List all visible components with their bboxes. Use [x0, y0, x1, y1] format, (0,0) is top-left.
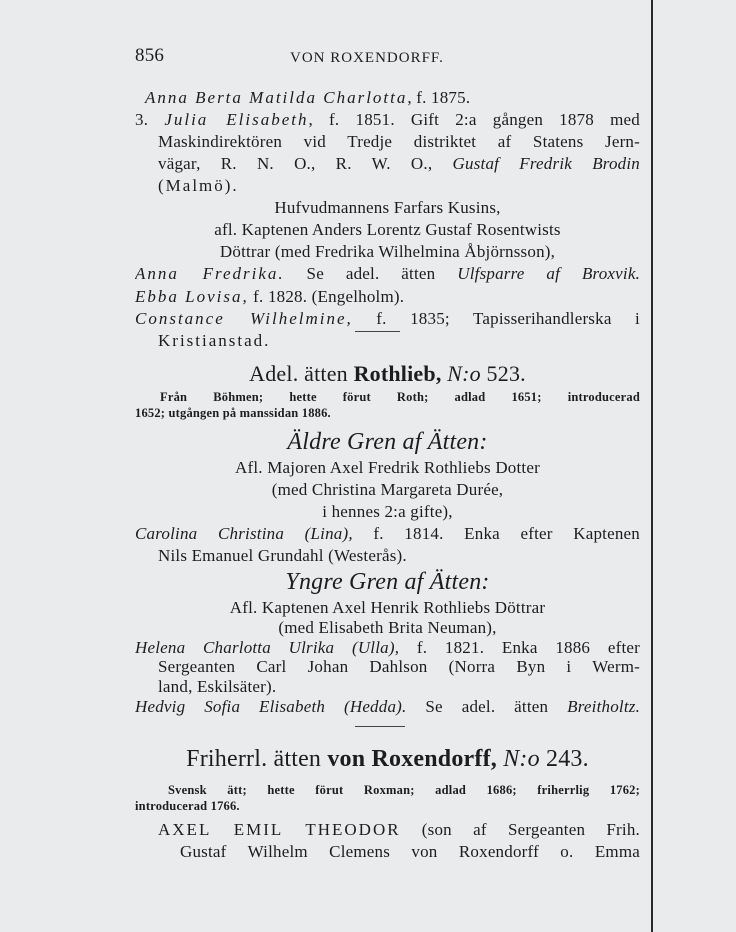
entry-line: (Malmö). — [158, 176, 239, 195]
entry-ebba — [135, 287, 404, 307]
family-heading-roxendorff — [135, 746, 640, 772]
entry-anna-fredrika — [135, 264, 640, 284]
person-name: Anna Berta Matilda Charlotta — [145, 88, 408, 107]
family-note: Från Böhmen; hette förut Roth; adlad 1651; introducerad — [160, 390, 640, 404]
entry-line: Kristianstad. — [158, 331, 271, 350]
entry-text: f. 1814. Enka efter Kaptenen — [352, 524, 640, 543]
entry-text: (son af Sergeanten Frih. — [400, 820, 640, 839]
person-name: Ebba Lovisa, — [135, 287, 249, 306]
entry-text: Se adel. ätten — [425, 697, 549, 716]
person-name: AXEL EMIL THEODOR — [158, 820, 401, 839]
entry-number: 3. — [135, 110, 149, 129]
entry-hedvig — [135, 697, 640, 717]
family-note: 1652; utgången på manssidan 1886. — [135, 406, 331, 420]
person-name: Gustaf Fredrik Brodin — [452, 154, 640, 173]
person-name: Carolina Christina (Lina), — [135, 524, 353, 543]
entry-axel — [158, 820, 640, 840]
entry-line: Nils Emanuel Grundahl (Westerås). — [158, 546, 407, 565]
person-name: Helena Charlotta Ulrika (Ulla), — [135, 638, 400, 657]
person-name: Julia Elisabeth — [164, 110, 309, 129]
number-label: N:o — [441, 361, 481, 386]
entry-carolina — [135, 524, 640, 544]
section-divider — [355, 331, 400, 332]
branch-subheading: i hennes 2:a gifte), — [322, 502, 453, 521]
running-title: VON ROXENDORFF. — [290, 50, 444, 66]
entry-text: Se adel. ätten — [306, 264, 436, 283]
heading-text: Adel. ätten — [249, 361, 354, 386]
branch-subheading: Afl. Majoren Axel Fredrik Rothliebs Dotter — [235, 458, 540, 477]
branch-subheading: (med Elisabeth Brita Neuman), — [278, 618, 497, 637]
person-name: Hedvig Sofia Elisabeth (Hedda). — [135, 697, 407, 716]
entry-line: land, Eskilsäter). — [158, 677, 277, 696]
family-name: Rothlieb, — [353, 361, 442, 386]
entry-text: f. 1828. (Engelholm). — [248, 287, 405, 306]
branch-subheading: (med Christina Margareta Durée, — [271, 480, 504, 499]
section-divider — [355, 726, 405, 727]
entry-julia — [135, 110, 640, 130]
heading-text: Friherrl. ätten — [186, 746, 328, 772]
section-subheading: Döttrar (med Fredrika Wilhelmina Åbjörnsson), — [219, 242, 556, 261]
entry-text: , f. 1875. — [407, 88, 471, 107]
entry-anna-berta — [145, 88, 470, 108]
entry-constance — [135, 309, 640, 329]
family-name: von Roxendorff, — [327, 746, 497, 772]
entry-helena — [135, 638, 640, 658]
family-reference: Breitholtz. — [567, 697, 640, 716]
entry-line — [158, 154, 640, 174]
family-note: Svensk ätt; hette förut Roxman; adlad 1686; friherrlig 1762; — [168, 783, 640, 797]
number-label: N:o — [497, 746, 540, 772]
family-reference: Ulfsparre af Broxvik. — [457, 264, 640, 283]
person-name: Constance Wilhelmine, — [135, 309, 353, 328]
family-heading-rothlieb — [135, 361, 640, 387]
entry-text: , f. 1851. Gift 2:a gången 1878 med — [308, 110, 640, 129]
family-note: introducerad 1766. — [135, 799, 240, 813]
entry-line: Maskindirektören vid Tredje distriktet af Statens Jern- — [158, 132, 640, 151]
branch-heading-younger: Yngre Gren af Ätten: — [285, 569, 490, 595]
entry-text: f. 1821. Enka 1886 efter — [399, 638, 640, 657]
section-subheading: Hufvudmannens Farfars Kusins, — [274, 198, 501, 217]
entry-text: f. 1835; Tapisserihandlerska i — [352, 309, 640, 328]
entry-line: Gustaf Wilhelm Clemens von Roxendorff o. Emma — [180, 842, 640, 861]
section-subheading: afl. Kaptenen Anders Lorentz Gustaf Rosentwists — [214, 220, 561, 239]
branch-heading-older: Äldre Gren af Ätten: — [287, 429, 488, 455]
family-number: 523. — [480, 361, 526, 386]
page-edge-shadow — [651, 0, 653, 932]
entry-text: vägar, R. N. O., R. W. O., — [158, 154, 433, 173]
family-number: 243. — [539, 746, 589, 772]
person-name: Anna Fredrika. — [135, 264, 285, 283]
branch-subheading: Afl. Kaptenen Axel Henrik Rothliebs Döttrar — [229, 598, 546, 617]
page-number: 856 — [135, 45, 165, 66]
entry-line: Sergeanten Carl Johan Dahlson (Norra Byn i Werm- — [158, 657, 640, 676]
